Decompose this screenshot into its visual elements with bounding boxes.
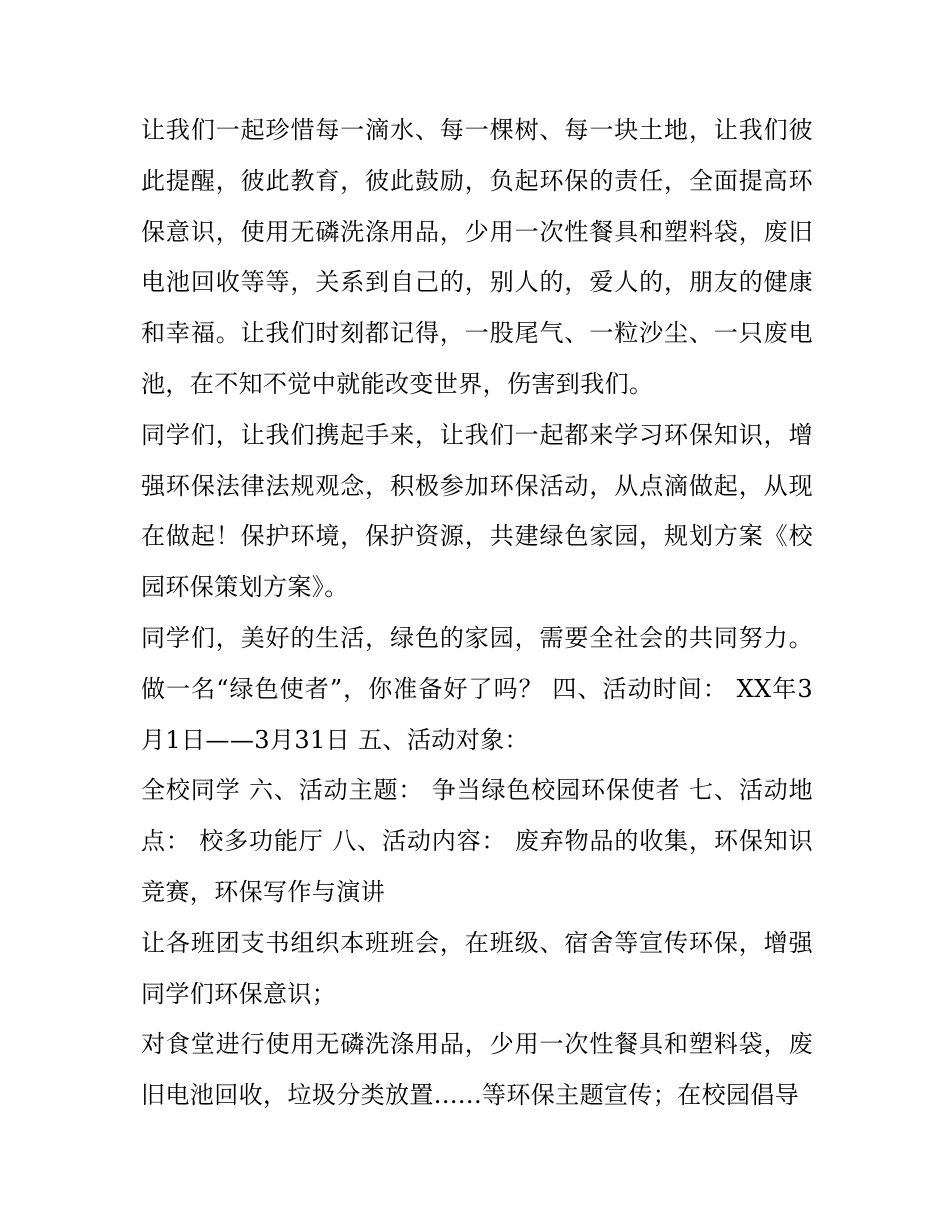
paragraph-class-meetings: 让各班团支书组织本班班会，在班级、宿舍等宣传环保，增强同学们环保意识； xyxy=(141,928,813,1008)
paragraph-cherish-resources: 让我们一起珍惜每一滴水、每一棵树、每一块土地，让我们彼此提醒，彼此教育，彼此鼓励，负起环保的责任，全面提高环保意识，使用无磷洗涤用品，少用一次性餐具和塑料袋，废旧电池回收等等，关系到自己的，别人的，爱人的，朋友的健康和幸福。让我们时刻都记得，一股尾气、一粒沙尘、一只废电池，在不知不觉中就能改变世界，伤害到我们。 xyxy=(141,116,813,398)
paragraph-activity-time: 同学们，美好的生活，绿色的家园，需要全社会的共同努力。做一名“绿色使者”，你准备好了吗？ 四、活动时间： XX年3月1日——3月31日 五、活动对象： xyxy=(141,623,813,754)
paragraph-canteen-campaign: 对食堂进行使用无磷洗涤用品，少用一次性餐具和塑料袋，废旧电池回收，垃圾分类放置......等环保主题宣传；在校园倡导 xyxy=(141,1030,813,1110)
document-body xyxy=(141,105,813,1121)
paragraph-activity-details: 全校同学 六、活动主题： 争当绿色校园环保使者 七、活动地点： 校多功能厅 八、活动内容： 废弃物品的收集，环保知识竞赛，环保写作与演讲 xyxy=(141,776,813,906)
paragraph-join-hands: 同学们，让我们携起手来，让我们一起都来学习环保知识，增强环保法律法规观念，积极参加环保活动，从点滴做起，从现在做起！保护环境，保护资源，共建绿色家园，规划方案《校园环保策划方案》。 xyxy=(141,420,813,602)
